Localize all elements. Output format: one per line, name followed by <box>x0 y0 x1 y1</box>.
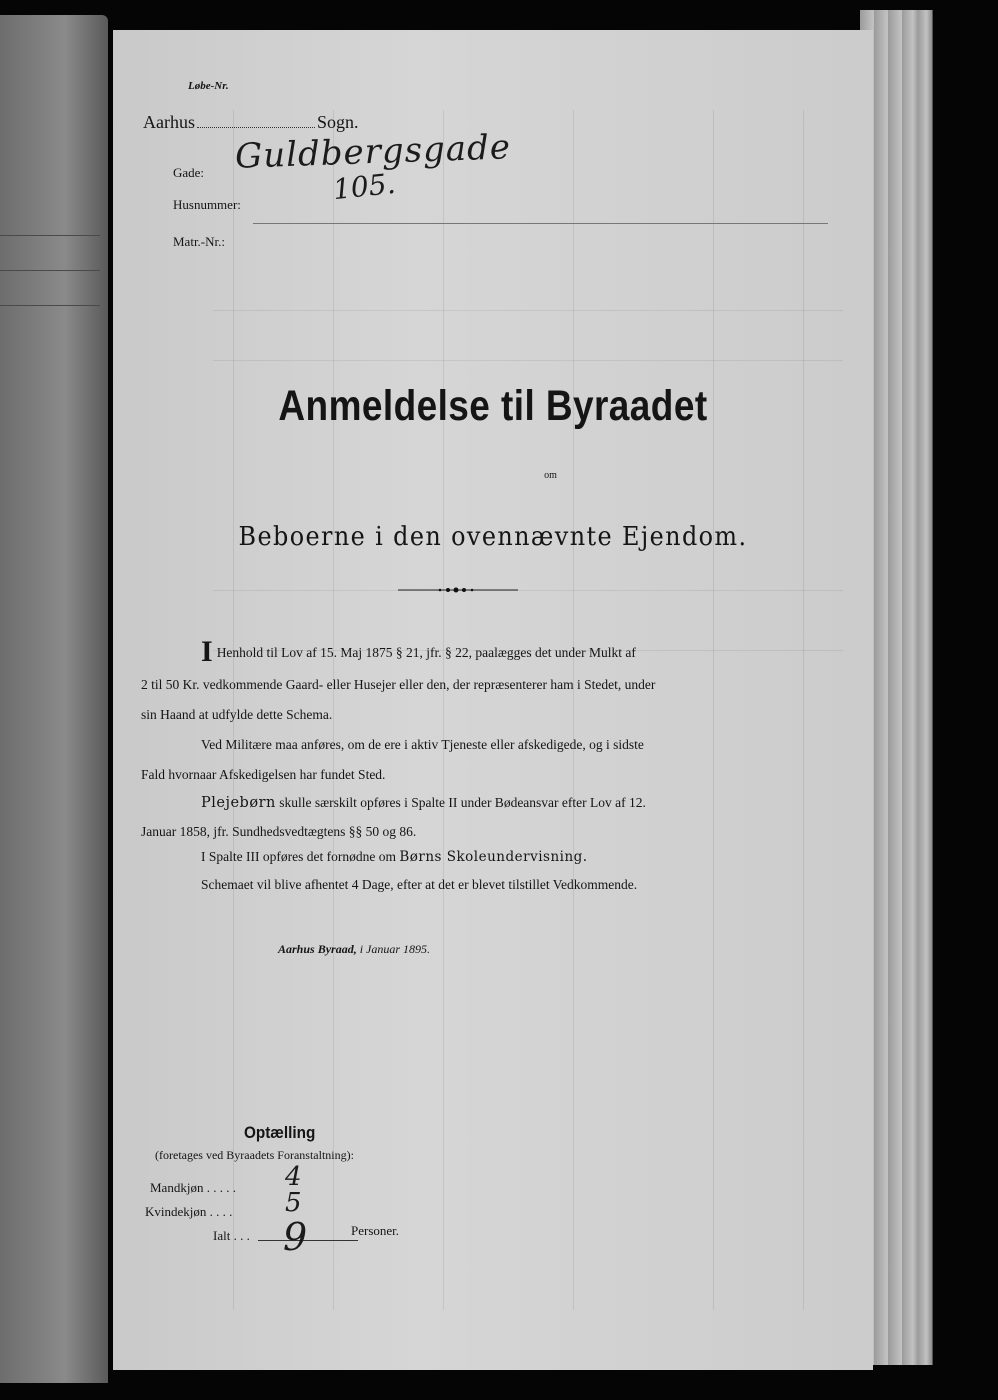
mandkjon-row <box>150 1180 236 1196</box>
matr-nr-label: Matr.-Nr.: <box>173 234 225 249</box>
optaelling-title: Optælling <box>243 1123 316 1142</box>
header-rule <box>253 223 828 224</box>
ornament-divider <box>398 585 518 595</box>
paragraph-3-line-1 <box>201 796 646 811</box>
paragraph-5-line-1: Schemaet vil blive afhentet 4 Dage, efter at det er blevet tilstillet Vedkommende. <box>201 877 638 892</box>
p3-line1-text: skulle særskilt opføres i Spalte II under Bødeansvar efter Lov af 12. <box>279 795 646 810</box>
p4-line1-text: I Spalte III opføres det fornødne om <box>201 849 396 864</box>
paragraph-2-line-2: Fald hvornaar Afskedigelsen har fundet Sted. <box>141 767 386 782</box>
dropcap-i: I <box>201 635 213 668</box>
bleed-through-lines <box>113 30 873 1370</box>
census-form-page <box>113 30 873 1370</box>
sum-rule <box>258 1240 358 1241</box>
facing-page-left <box>0 15 108 1383</box>
paragraph-1-line-2: 2 til 50 Kr. vedkommende Gaard- eller Husejer eller den, der repræsenterer ham i Stedet, under <box>141 677 656 692</box>
aarhus-sogn-row <box>143 112 359 133</box>
sogn-label: Sogn. <box>317 112 359 132</box>
boerns-skoleundervisning-emphasis: Børns Skoleundervisning. <box>399 849 588 865</box>
paragraph-2-line-1: Ved Militære maa anføres, om de ere i aktiv Tjeneste eller afskedigede, og i sidste <box>201 737 644 752</box>
form-title: Anmeldelse til Byraadet <box>278 382 708 430</box>
plejeborn-emphasis: Plejebørn <box>201 795 276 811</box>
paragraph-3-line-2: Januar 1858, jfr. Sundhedsvedtægtens §§ 50 og 86. <box>141 824 417 839</box>
gade-handwritten-value: Guldbergsgade <box>234 127 512 177</box>
husnummer-label: Husnummer: <box>173 197 241 212</box>
paragraph-1-line-1 <box>201 637 636 667</box>
title-om: om <box>544 470 557 481</box>
mandkjon-label: Mandkjøn . . . . . <box>150 1180 236 1195</box>
kvindekjon-label: Kvindekjøn . . . . <box>145 1204 233 1219</box>
kvindekjon-handwritten-value: 5 <box>285 1188 302 1218</box>
signature-byraad: Aarhus Byraad, <box>278 942 357 956</box>
loebe-nr-label: Løbe-Nr. <box>188 80 229 92</box>
husnummer-handwritten-value: 105. <box>331 166 397 207</box>
paragraph-4-line-1 <box>201 850 588 865</box>
ialt-row <box>213 1228 250 1244</box>
form-subtitle: Beboerne i den ovennævnte Ejendom. <box>238 522 748 552</box>
gade-label: Gade: <box>173 165 205 180</box>
aarhus-label: Aarhus <box>143 112 195 132</box>
signature-date: i Januar 1895. <box>359 942 431 956</box>
paragraph-1-line-3: sin Haand at udfylde dette Schema. <box>141 707 333 722</box>
ialt-label: Ialt . . . <box>213 1228 250 1243</box>
kvindekjon-row <box>145 1204 232 1220</box>
personer-label: Personer. <box>351 1223 400 1238</box>
signature-line <box>278 942 430 957</box>
p1-line1-text: Henhold til Lov af 15. Maj 1875 § 21, jfr. § 22, paalægges det under Mulkt af <box>216 645 636 660</box>
sogn-dotted-line <box>197 115 315 128</box>
optaelling-subtitle: (foretages ved Byraadets Foranstaltning): <box>155 1148 354 1162</box>
ialt-handwritten-value: 9 <box>283 1215 308 1259</box>
mandkjon-handwritten-value: 4 <box>285 1162 302 1192</box>
